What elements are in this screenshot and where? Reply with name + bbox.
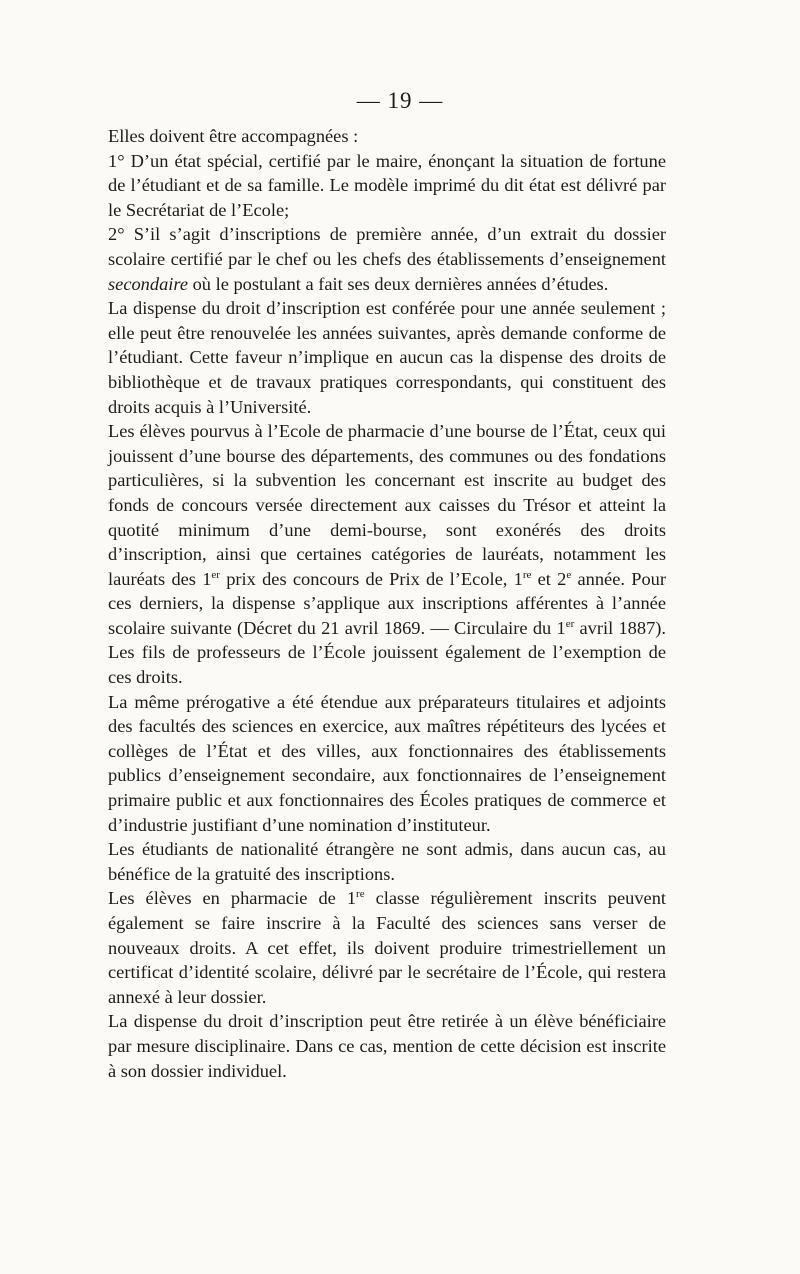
paragraph-retrait: La dispense du droit d’inscription peut être retirée à un élève bénéficiaire par mesure disciplinaire. Dans ce cas, mention de cette décision est inscrite à son dossier individuel.: [108, 1011, 666, 1081]
paragraph-boursiers: Les élèves pourvus à l’Ecole de pharmacie d’une bourse de l’État, ceux qui jouissent d’une bourse des départements, des communes ou des fondations particulières, si la subvention les concernant est inscrite au budget des fonds de concours versée directement aux caisses du Trésor et atteint la quotité minimum d’une demi-bourse, sont exonérés des droits d’inscription, ainsi que certaines catégories de lauréats, notamment les lauréats des 1er prix des concours de Prix de l’Ecole, 1re et 2e année. Pour ces derniers, la dispense s’applique aux inscriptions afférentes à l’année scolaire suivante (Décret du 21 avril 1869. — Circulaire du 1er avril 1887). Les fils de professeurs de l’École jouissent également de l’exemption de ces droits.: [108, 421, 666, 688]
paragraph-item-2: 2° S’il s’agit d’inscriptions de première année, d’un extrait du dossier scolaire certifié par le chef ou les chefs des établissements d’enseignement secondaire où le postulant a fait ses deux dernières années d’études.: [108, 224, 666, 294]
emphasis-secondaire: secondaire: [108, 273, 189, 294]
paragraph-dispense: La dispense du droit d’inscription est conférée pour une année seulement ; elle peut être renouvelée les années suivantes, après demande conforme de l’étudiant. Cette faveur n’implique en aucun cas la dispense des droits de bibliothèque et de travaux pratiques correspondants, qui constituent des droits acquis à l’Université.: [108, 298, 666, 417]
paragraph-prerogative: La même prérogative a été étendue aux préparateurs titulaires et adjoints des facultés des sciences en exercice, aux maîtres répétiteurs des lycées et collèges de l’État et des villes, aux fonctionnaires des établissements publics d’enseignement secondaire, aux fonctionnaires de l’enseignement primaire public et aux fonctionnaires des Écoles pratiques de commerce et d’industrie justifiant d’une nomination d’instituteur.: [108, 691, 666, 835]
paragraph-etrangers: Les étudiants de nationalité étrangère ne sont admis, dans aucun cas, au bénéfice de la gratuité des inscriptions.: [108, 839, 666, 884]
paragraph-item-1: 1° D’un état spécial, certifié par le maire, énonçant la situation de fortune de l’étudiant et de sa famille. Le modèle imprimé du dit état est délivré par le Secrétariat de l’Ecole;: [108, 150, 666, 220]
paragraph-intro: Elles doivent être accompagnées :: [108, 126, 359, 146]
paragraph-faculte-sciences: Les élèves en pharmacie de 1re classe régulièrement inscrits peuvent également se faire inscrire à la Faculté des sciences sans verser de nouveaux droits. A cet effet, ils doivent produire trimestriellement un certificat d’identité scolaire, délivré par le secrétaire de l’École, qui restera annexé à leur dossier.: [108, 888, 667, 1007]
body-text: [108, 124, 666, 1083]
page-number: — 19 —: [356, 88, 444, 113]
